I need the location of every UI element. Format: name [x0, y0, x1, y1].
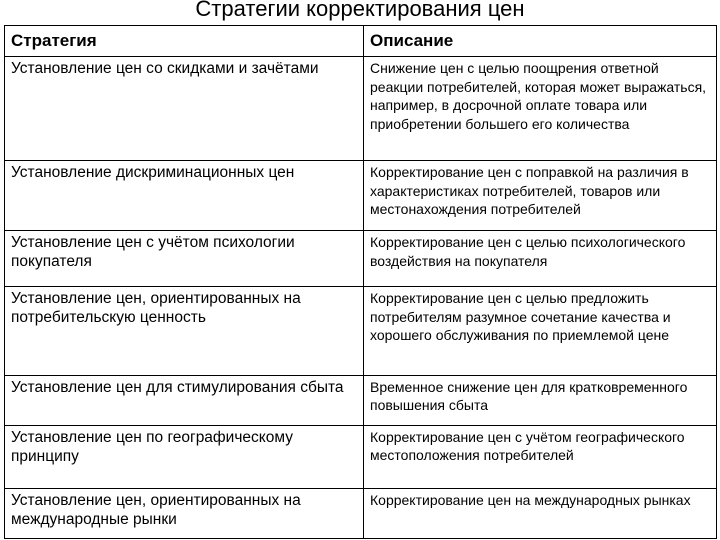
description-cell: Корректирование цен на международных рынках — [364, 488, 717, 538]
description-cell: Снижение цен с целью поощрения ответной реакции потребителей, которая может выражаться, например, в досрочной оплате товара или приобретении большего его количества — [364, 57, 717, 161]
column-header-strategy: Стратегия — [5, 26, 364, 57]
strategy-cell: Установление цен, ориентированных на международные рынки — [5, 488, 364, 538]
table-row — [5, 425, 717, 488]
strategies-table — [4, 25, 717, 539]
table-row — [5, 488, 717, 538]
strategy-cell: Установление цен со скидками и зачётами — [5, 57, 364, 161]
table-row — [5, 287, 717, 375]
strategy-cell: Установление цен по географическому принципу — [5, 425, 364, 488]
table-row — [5, 231, 717, 287]
column-header-description: Описание — [364, 26, 717, 57]
description-cell: Корректирование цен с учётом географического местоположения потребителей — [364, 425, 717, 488]
page-title: Стратегии корректирования цен — [195, 0, 525, 21]
strategy-cell: Установление цен для стимулирования сбыта — [5, 375, 364, 425]
strategy-cell: Установление цен, ориентированных на потребительскую ценность — [5, 287, 364, 375]
description-cell: Корректирование цен с целью психологического воздействия на покупателя — [364, 231, 717, 287]
strategy-cell: Установление дискриминационных цен — [5, 161, 364, 231]
table-row — [5, 375, 717, 425]
table-row — [5, 161, 717, 231]
description-cell: Временное снижение цен для кратковременного повышения сбыта — [364, 375, 717, 425]
strategy-cell: Установление цен с учётом психологии покупателя — [5, 231, 364, 287]
description-cell: Корректирование цен с целью предложить потребителям разумное сочетание качества и хорошего обслуживания по приемлемой цене — [364, 287, 717, 375]
table-header-row — [5, 26, 717, 57]
table-row — [5, 57, 717, 161]
description-cell: Корректирование цен с поправкой на различия в характеристиках потребителей, товаров или местонахождения потребителей — [364, 161, 717, 231]
